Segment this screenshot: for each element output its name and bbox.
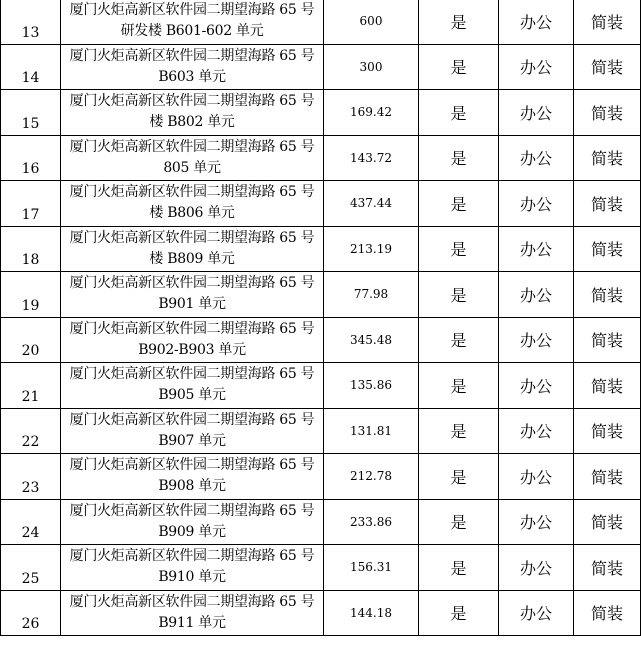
flag-cell: 是 bbox=[419, 590, 499, 636]
row-number-cell: 20 bbox=[1, 317, 61, 363]
table-row bbox=[1, 317, 641, 363]
area-cell: 600 bbox=[324, 0, 419, 44]
row-number-cell: 19 bbox=[1, 272, 61, 318]
flag-cell: 是 bbox=[419, 408, 499, 454]
usage-cell: 办公 bbox=[499, 272, 574, 318]
decoration-cell: 简装 bbox=[574, 454, 641, 500]
address-cell: 厦门火炬高新区软件园二期望海路 65 号 B901 单元 bbox=[61, 272, 324, 318]
table-row bbox=[1, 0, 641, 44]
area-cell: 77.98 bbox=[324, 272, 419, 318]
area-cell: 169.42 bbox=[324, 90, 419, 136]
address-cell: 厦门火炬高新区软件园二期望海路 65 号 B902-B903 单元 bbox=[61, 317, 324, 363]
area-cell: 212.78 bbox=[324, 454, 419, 500]
decoration-cell: 简装 bbox=[574, 272, 641, 318]
table-row bbox=[1, 181, 641, 227]
row-number-cell: 25 bbox=[1, 545, 61, 591]
usage-cell: 办公 bbox=[499, 363, 574, 409]
table-row bbox=[1, 363, 641, 409]
usage-cell: 办公 bbox=[499, 181, 574, 227]
table-row bbox=[1, 226, 641, 272]
flag-cell: 是 bbox=[419, 272, 499, 318]
row-number-cell: 23 bbox=[1, 454, 61, 500]
table-row bbox=[1, 44, 641, 90]
decoration-cell: 简装 bbox=[574, 90, 641, 136]
usage-cell: 办公 bbox=[499, 0, 574, 44]
usage-cell: 办公 bbox=[499, 44, 574, 90]
row-number-cell: 21 bbox=[1, 363, 61, 409]
flag-cell: 是 bbox=[419, 44, 499, 90]
usage-cell: 办公 bbox=[499, 545, 574, 591]
decoration-cell: 简装 bbox=[574, 44, 641, 90]
flag-cell: 是 bbox=[419, 0, 499, 44]
row-number-cell: 24 bbox=[1, 499, 61, 545]
decoration-cell: 简装 bbox=[574, 181, 641, 227]
usage-cell: 办公 bbox=[499, 226, 574, 272]
area-cell: 135.86 bbox=[324, 363, 419, 409]
flag-cell: 是 bbox=[419, 499, 499, 545]
area-cell: 156.31 bbox=[324, 545, 419, 591]
table-row bbox=[1, 135, 641, 181]
area-cell: 213.19 bbox=[324, 226, 419, 272]
row-number-cell: 18 bbox=[1, 226, 61, 272]
table-row bbox=[1, 90, 641, 136]
usage-cell: 办公 bbox=[499, 135, 574, 181]
address-cell: 厦门火炬高新区软件园二期望海路 65 号研发楼 B601-602 单元 bbox=[61, 0, 324, 44]
usage-cell: 办公 bbox=[499, 499, 574, 545]
decoration-cell: 简装 bbox=[574, 135, 641, 181]
area-cell: 144.18 bbox=[324, 590, 419, 636]
address-cell: 厦门火炬高新区软件园二期望海路 65 号 B603 单元 bbox=[61, 44, 324, 90]
table-row bbox=[1, 454, 641, 500]
row-number-cell: 26 bbox=[1, 590, 61, 636]
flag-cell: 是 bbox=[419, 454, 499, 500]
row-number-cell: 22 bbox=[1, 408, 61, 454]
area-cell: 233.86 bbox=[324, 499, 419, 545]
row-number-cell: 14 bbox=[1, 44, 61, 90]
table-row bbox=[1, 408, 641, 454]
row-number-cell: 16 bbox=[1, 135, 61, 181]
flag-cell: 是 bbox=[419, 545, 499, 591]
row-number-cell: 15 bbox=[1, 90, 61, 136]
address-cell: 厦门火炬高新区软件园二期望海路 65 号楼 B809 单元 bbox=[61, 226, 324, 272]
area-cell: 437.44 bbox=[324, 181, 419, 227]
flag-cell: 是 bbox=[419, 90, 499, 136]
usage-cell: 办公 bbox=[499, 317, 574, 363]
table-row bbox=[1, 272, 641, 318]
address-cell: 厦门火炬高新区软件园二期望海路 65 号 B909 单元 bbox=[61, 499, 324, 545]
decoration-cell: 简装 bbox=[574, 499, 641, 545]
address-cell: 厦门火炬高新区软件园二期望海路 65 号 B905 单元 bbox=[61, 363, 324, 409]
decoration-cell: 简装 bbox=[574, 317, 641, 363]
decoration-cell: 简装 bbox=[574, 545, 641, 591]
flag-cell: 是 bbox=[419, 317, 499, 363]
address-cell: 厦门火炬高新区软件园二期望海路 65 号 B911 单元 bbox=[61, 590, 324, 636]
address-cell: 厦门火炬高新区软件园二期望海路 65 号 B907 单元 bbox=[61, 408, 324, 454]
decoration-cell: 简装 bbox=[574, 590, 641, 636]
property-table-body bbox=[1, 0, 641, 636]
row-number-cell: 13 bbox=[1, 0, 61, 44]
row-number-cell: 17 bbox=[1, 181, 61, 227]
decoration-cell: 简装 bbox=[574, 363, 641, 409]
usage-cell: 办公 bbox=[499, 90, 574, 136]
usage-cell: 办公 bbox=[499, 408, 574, 454]
table-row bbox=[1, 499, 641, 545]
usage-cell: 办公 bbox=[499, 590, 574, 636]
table-row bbox=[1, 545, 641, 591]
address-cell: 厦门火炬高新区软件园二期望海路 65 号楼 B802 单元 bbox=[61, 90, 324, 136]
area-cell: 143.72 bbox=[324, 135, 419, 181]
flag-cell: 是 bbox=[419, 226, 499, 272]
flag-cell: 是 bbox=[419, 181, 499, 227]
flag-cell: 是 bbox=[419, 135, 499, 181]
address-cell: 厦门火炬高新区软件园二期望海路 65 号 B910 单元 bbox=[61, 545, 324, 591]
flag-cell: 是 bbox=[419, 363, 499, 409]
area-cell: 345.48 bbox=[324, 317, 419, 363]
area-cell: 300 bbox=[324, 44, 419, 90]
usage-cell: 办公 bbox=[499, 454, 574, 500]
table-row bbox=[1, 590, 641, 636]
address-cell: 厦门火炬高新区软件园二期望海路 65 号 B908 单元 bbox=[61, 454, 324, 500]
decoration-cell: 简装 bbox=[574, 408, 641, 454]
decoration-cell: 简装 bbox=[574, 0, 641, 44]
area-cell: 131.81 bbox=[324, 408, 419, 454]
address-cell: 厦门火炬高新区软件园二期望海路 65 号楼 B806 单元 bbox=[61, 181, 324, 227]
address-cell: 厦门火炬高新区软件园二期望海路 65 号 805 单元 bbox=[61, 135, 324, 181]
decoration-cell: 简装 bbox=[574, 226, 641, 272]
